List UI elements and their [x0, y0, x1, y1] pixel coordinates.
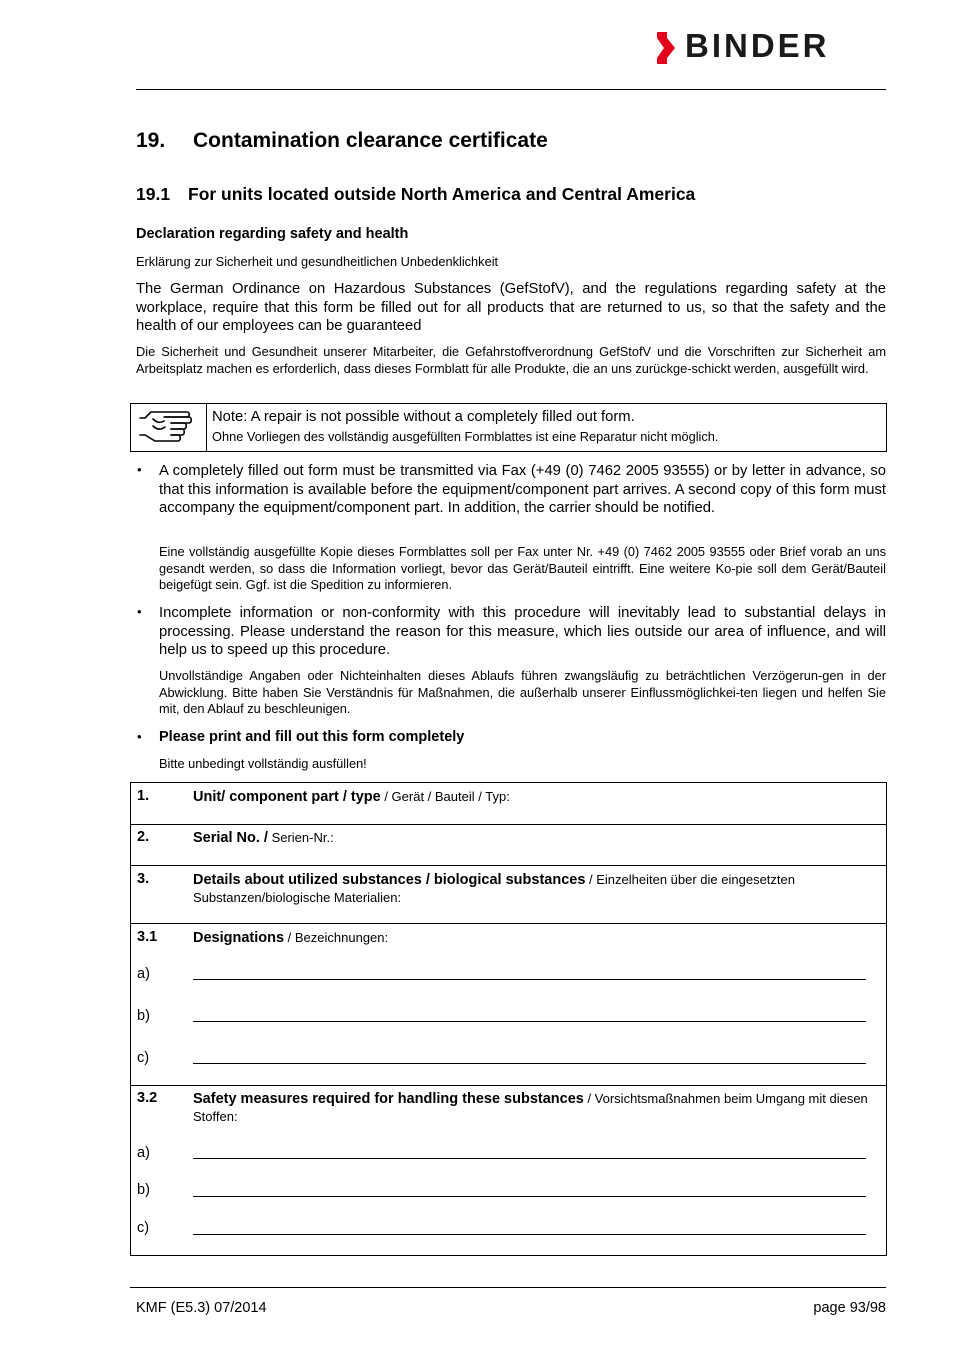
row-label: Details about utilized substances / biological substances / Einzelheiten über die eingesetzten Substanzen/biologische Materialien:: [193, 872, 795, 905]
designation-c-field[interactable]: [193, 1063, 866, 1064]
form-row-substances: [131, 866, 886, 924]
bullet-icon: •: [137, 604, 142, 619]
row-number: 2.: [137, 829, 150, 845]
item-label: a): [137, 1145, 150, 1161]
note-text-en: Note: A repair is not possible without a completely filled out form.: [212, 409, 635, 425]
binder-logo: [655, 27, 887, 64]
note-icon-cell: [131, 404, 207, 451]
safety-measure-b-field[interactable]: [193, 1196, 866, 1197]
item-label: c): [137, 1220, 150, 1236]
bullet-icon: •: [137, 462, 142, 477]
intro-en: The German Ordinance on Hazardous Substances (GefStofV), and the regulations regarding safety at the workplace, require that this form be filled out for all products that are returned to us, so that the safety and the health of our employees can be guaranteed: [136, 281, 886, 334]
form-row-serial: [131, 825, 886, 866]
footer-document-id: KMF (E5.3) 07/2014: [136, 1300, 267, 1316]
row-label: Designations / Bezeichnungen:: [193, 930, 389, 946]
row-number: 1.: [137, 788, 150, 804]
item-label: a): [137, 966, 150, 982]
bullet-1-de: Eine vollständig ausgefüllte Kopie dieses Formblattes soll per Fax unter Nr. +49 (0) 7462 2005 93555 oder Brief vorab an uns gesandt werden, so dass die Information vorliegt, bevor das Gerät/Bauteil eintrifft. Eine weitere Ko-pie soll dem Gerät/Bauteil beigefügt sein. Ggf. ist die Spedition zu informieren.: [159, 544, 886, 592]
bullet-2-de: Unvollständige Angaben oder Nichteinhalten dieses Ablaufs führen zwangsläufig zu beträchtlichen Verzögerun-gen in der Abwicklung. Bitte haben Sie Verständnis für Maßnahmen, die außerhalb unserer Einflussmöglichkei-ten liegen und helfen Sie mit, den Ablauf zu beschleunigen.: [159, 668, 886, 716]
note-box: [130, 403, 887, 452]
bullet-1-en: A completely filled out form must be transmitted via Fax (+49 (0) 7462 2005 93555) or by letter in advance, so that this information is available before the equipment/component part arrives. A second copy of this form must accompany the equipment/component part. In addition, the carrier should be notified.: [159, 463, 886, 516]
safety-measure-a-field[interactable]: [193, 1158, 866, 1159]
row-label: Safety measures required for handling these substances / Vorsichtsmaßnahmen beim Umgang mit diesen Stoffen:: [193, 1091, 868, 1124]
row-number: 3.: [137, 871, 150, 887]
row-number: 3.2: [137, 1090, 158, 1106]
row-label: Serial No. / Serien-Nr.:: [193, 830, 334, 846]
form-row-designations: [131, 924, 886, 1086]
safety-measure-c-field[interactable]: [193, 1234, 866, 1235]
item-label: b): [137, 1182, 150, 1198]
contamination-form: [130, 782, 887, 1256]
declaration-heading-de: Erklärung zur Sicherheit und gesundheitlichen Unbedenklichkeit: [136, 254, 499, 269]
binder-arrow-icon: [655, 32, 681, 64]
section-heading: 19. Contamination clearance certificate: [136, 129, 548, 152]
bullet-2-en: Incomplete information or non-conformity with this procedure will inevitably lead to substantial delays in processing. Please understand the reason for this measure, which lies outside our area of influence, and will help us to speed up this procedure.: [159, 605, 886, 658]
footer-page-number: page 93/98: [813, 1300, 886, 1316]
brand-name: BINDER: [685, 27, 830, 64]
item-label: b): [137, 1008, 150, 1024]
footer-divider: [130, 1287, 886, 1288]
declaration-heading: Declaration regarding safety and health: [136, 226, 409, 242]
bullet-icon: •: [137, 729, 142, 744]
designation-b-field[interactable]: [193, 1021, 866, 1022]
form-row-safety-measures: [131, 1086, 886, 1255]
bullet-3-de: Bitte unbedingt vollständig ausfüllen!: [159, 756, 367, 771]
pointing-hand-icon: [131, 404, 206, 451]
row-number: 3.1: [137, 929, 158, 945]
header-divider: [136, 89, 886, 90]
note-text-de: Ohne Vorliegen des vollständig ausgefüllten Formblattes ist eine Reparatur nicht möglich.: [212, 429, 719, 444]
intro-de: Die Sicherheit und Gesundheit unserer Mitarbeiter, die Gefahrstoffverordnung GefStofV und die Vorschriften zur Sicherheit am Arbeitsplatz machen es erforderlich, dass dieses Formblatt für alle Produkte, die an uns zurückge-schickt werden, ausgefüllt wird.: [136, 344, 886, 376]
row-label: Unit/ component part / type / Gerät / Bauteil / Typ:: [193, 789, 510, 805]
bullet-3-en: Please print and fill out this form completely: [159, 729, 465, 745]
form-row-unit: [131, 783, 886, 825]
designation-a-field[interactable]: [193, 979, 866, 980]
subsection-heading: 19.1 For units located outside North America and Central America: [136, 184, 696, 204]
item-label: c): [137, 1050, 150, 1066]
